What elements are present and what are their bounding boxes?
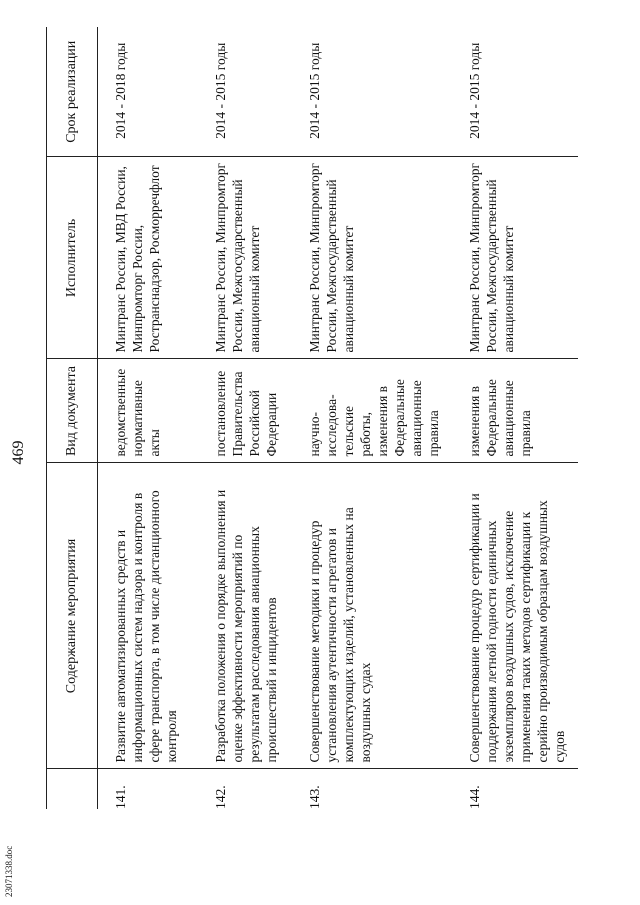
row-period: 2014 - 2015 годы bbox=[292, 27, 452, 157]
row-period: 2014 - 2015 годы bbox=[452, 27, 578, 157]
row-period: 2014 - 2015 годы bbox=[198, 27, 292, 157]
table-row bbox=[452, 27, 578, 809]
row-number: 144. bbox=[467, 785, 482, 809]
row-number: 141. bbox=[113, 785, 128, 809]
row-doc-type: ведомственные нормативные акты bbox=[98, 359, 199, 463]
row-executor: Минтранс России, Минпромторг России, Межгосударственный авиационный комитет bbox=[292, 157, 452, 359]
header-content: Содержание мероприятия bbox=[47, 463, 98, 769]
table-row bbox=[198, 27, 292, 809]
row-content: Развитие автоматизированных средств и информационных систем надзора и контроля в сфере транспорта, в том числе дистанционного контроля bbox=[98, 463, 199, 769]
table-row bbox=[98, 27, 199, 809]
row-period: 2014 - 2018 годы bbox=[98, 27, 199, 157]
header-number bbox=[47, 769, 98, 809]
row-executor: Минтранс России, МВД России, Минпромторг России, Ространснадзор, Росморречфлот bbox=[98, 157, 199, 359]
table-header-row bbox=[47, 27, 98, 809]
row-number: 143. bbox=[307, 785, 322, 809]
header-doc-type: Вид документа bbox=[47, 359, 98, 463]
row-executor: Минтранс России, Минпромторг России, Межгосударственный авиационный комитет bbox=[452, 157, 578, 359]
row-doc-type: изменения в Федеральные авиационные правила bbox=[452, 359, 578, 463]
row-executor: Минтранс России, Минпромторг России, Межгосударственный авиационный комитет bbox=[198, 157, 292, 359]
row-content: Разработка положения о порядке выполнения и оценке эффективности мероприятий по результатам расследования авиационных происшествий и инцидентов bbox=[198, 463, 292, 769]
measures-table bbox=[46, 27, 578, 809]
row-number: 142. bbox=[213, 785, 228, 809]
header-period: Срок реализации bbox=[47, 27, 98, 157]
table-row bbox=[292, 27, 452, 809]
document-code: 23071338.doc bbox=[4, 845, 14, 897]
row-doc-type: постановление Правительства Российской Федерации bbox=[198, 359, 292, 463]
row-content: Совершенствование процедур сертификации и поддержания летной годности единичных экземпляров воздушных судов, исключение применения таких методов сертификации к серийно производимым образцам воздушных судов bbox=[452, 463, 578, 769]
row-content: Совершенствование методики и процедур установления аутентичности агрегатов и комплектующих изделий, установленных на воздушных судах bbox=[292, 463, 452, 769]
row-doc-type: научно-исследова-тельские работы, изменения в Федеральные авиационные правила bbox=[292, 359, 452, 463]
page-number: 469 bbox=[10, 440, 27, 465]
header-executor: Исполнитель bbox=[47, 157, 98, 359]
